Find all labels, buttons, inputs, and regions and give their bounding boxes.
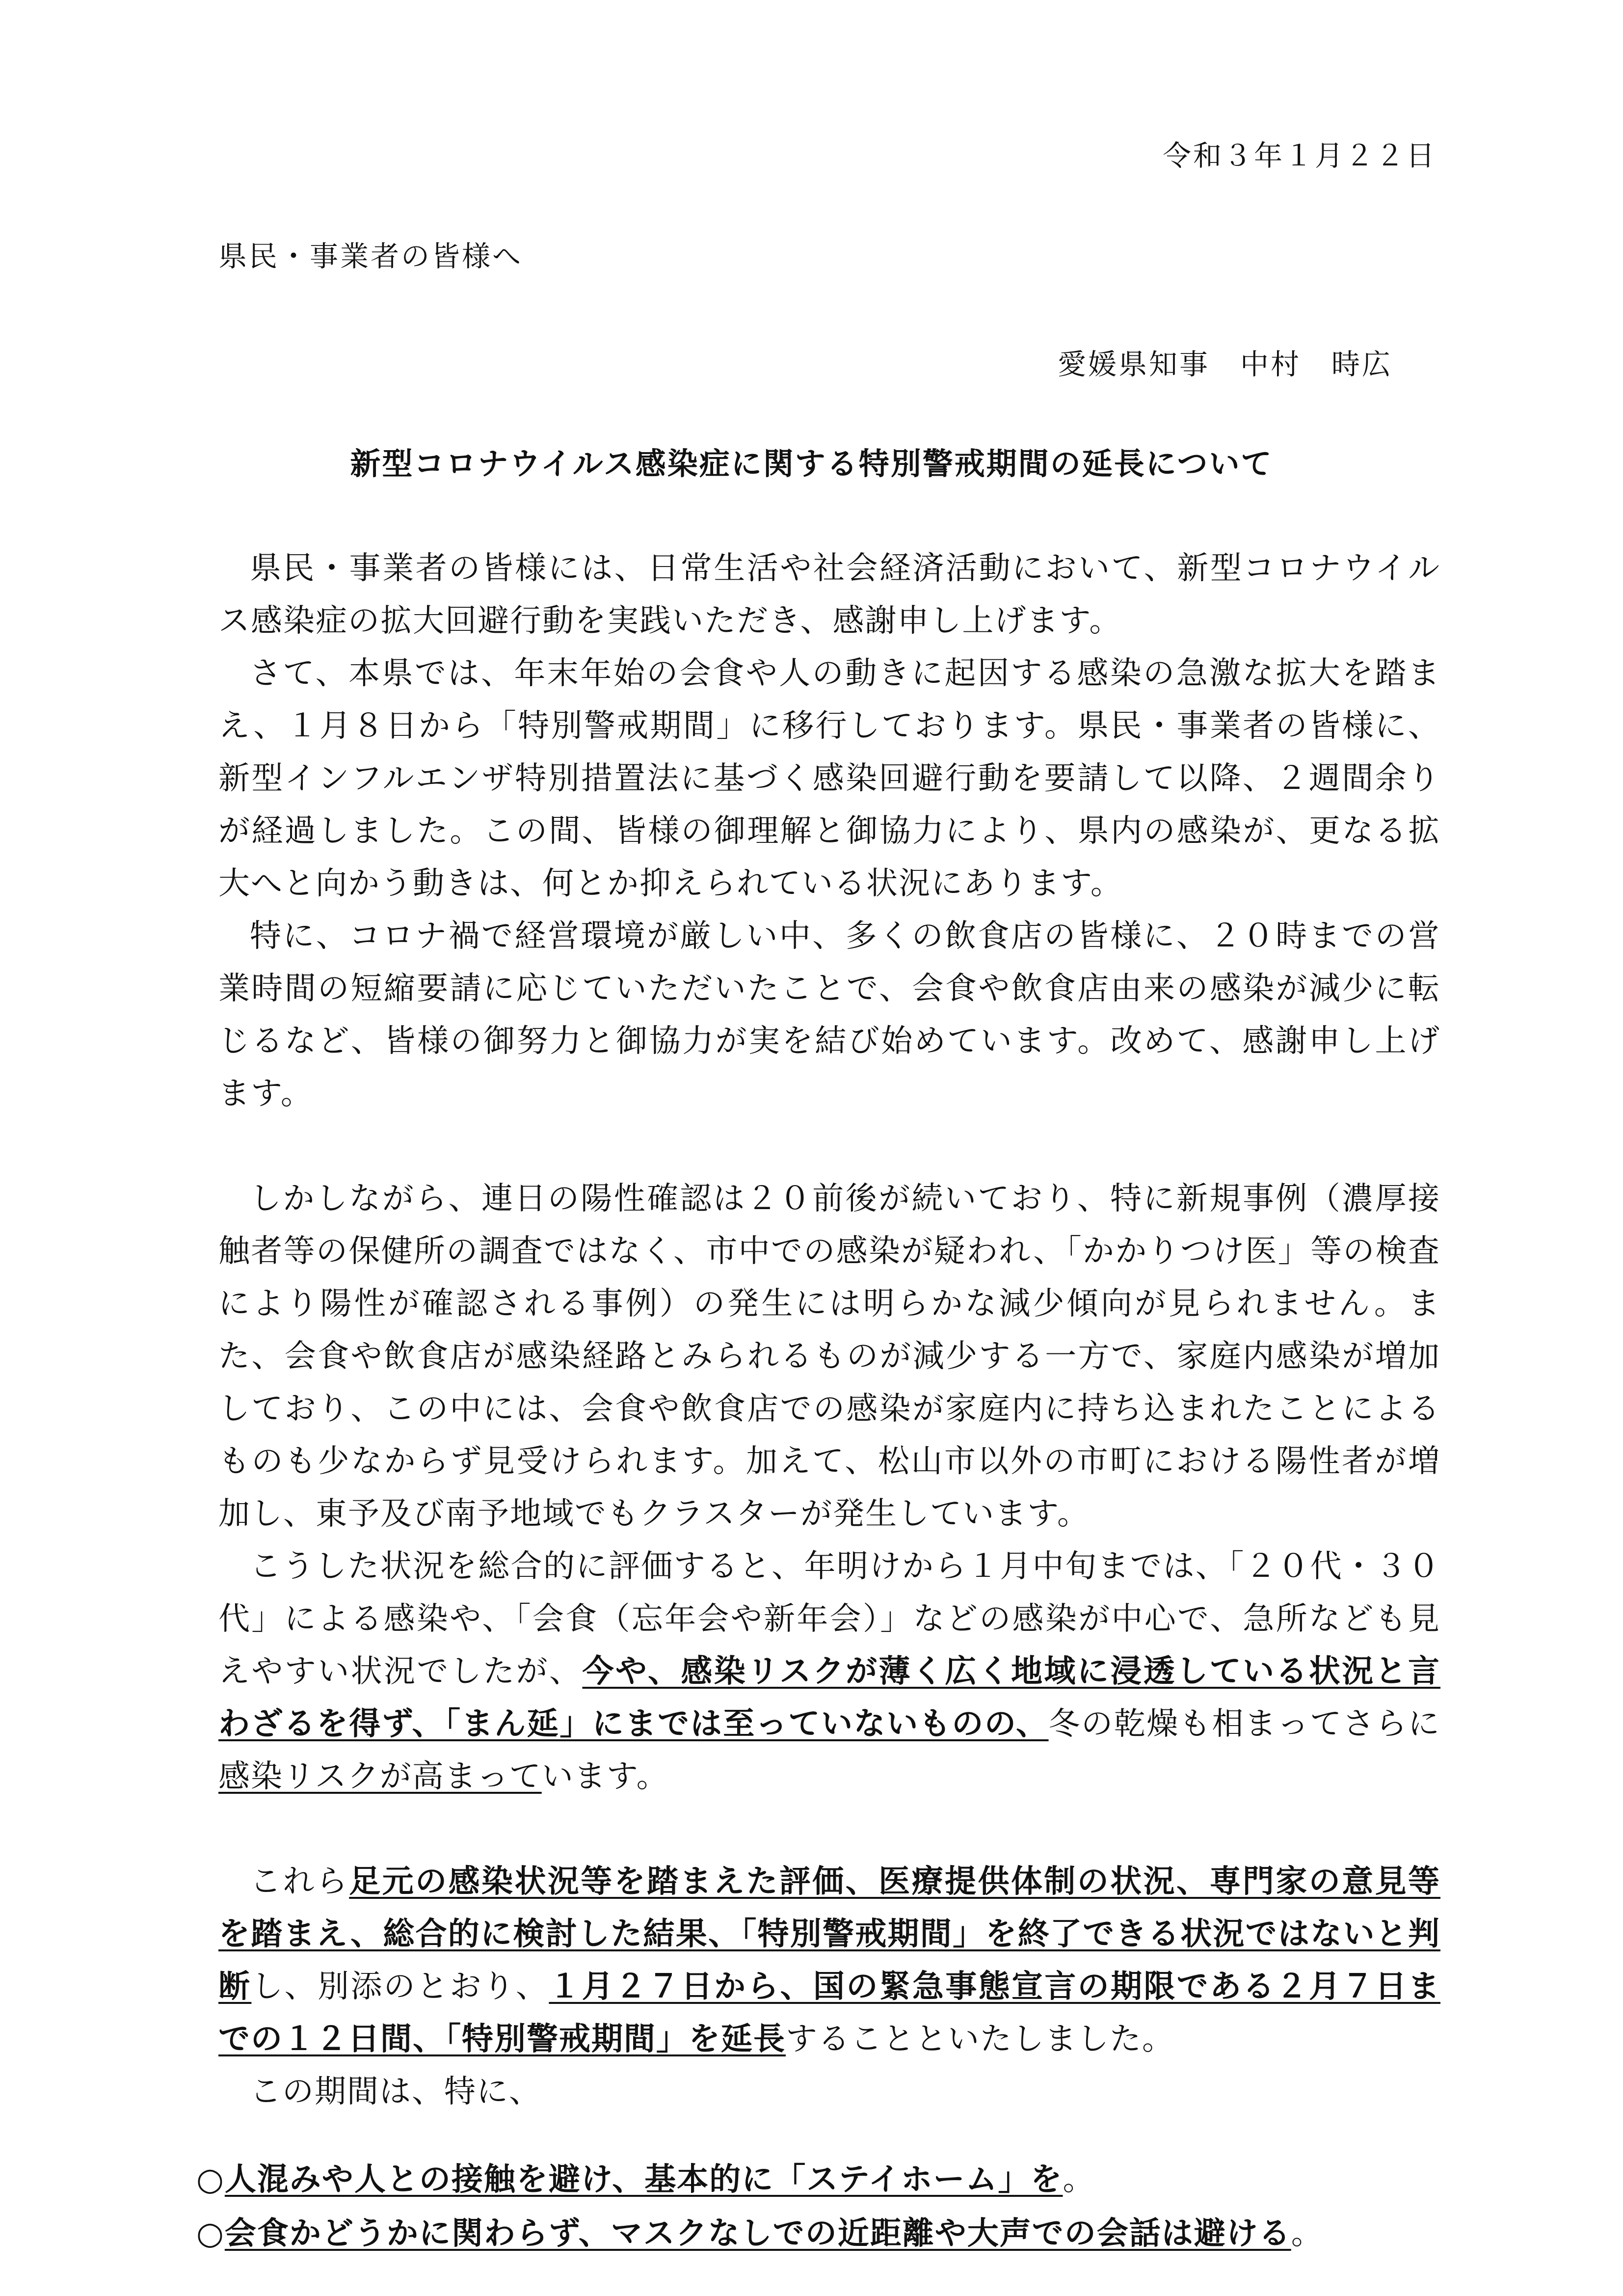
paragraph-5-text-2: 冬の乾燥も相まってさらに [1048,1706,1440,1742]
bullet-text: 人混みや人との接触を避け、基本的に「ステイホーム」を [224,2161,1063,2198]
sender-signature: 愛媛県知事 中村 時広 [1057,348,1392,381]
paragraph-7: この期間は、特に、 [250,2074,541,2110]
bullet-item [196,2153,1472,2207]
paragraph-6-text-3: することといたしました。 [786,2021,1174,2057]
addressee-line: 県民・事業者の皆様へ [218,240,523,273]
bullet-tail: 。 [1291,2215,1324,2252]
document-body [218,542,1440,2118]
paragraph-1: 県民・事業者の皆様には、日常生活や社会経済活動において、新型コロナウイルス感染症の拡大回避行動を実践いただき、感謝申し上げます。 [218,550,1440,639]
paragraph-5-text-1: こうした状況を総合的に評価すると、年明けから１月中旬までは、「２０代・３０代」による感染や、「会食（忘年会や新年会）」などの感染が中心で、急所なども見えやすい状況でしたが、 [218,1548,1440,1690]
paragraph-3: 特に、コロナ禍で経営環境が厳しい中、多くの飲食店の皆様に、２０時までの営業時間の短縮要請に応じていただいたことで、会食や飲食店由来の感染が減少に転じるなど、皆様の御努力と御協力が実を結び始めています。改めて、感謝申し上げます。 [218,918,1440,1112]
bullet-item [196,2207,1472,2261]
paragraph-6-text-2: し、別添のとおり、 [251,1969,549,2005]
circle-bullet-icon: ○ [196,2215,225,2252]
document-title: 新型コロナウイルス感染症に関する特別警戒期間の延長について [350,446,1273,482]
paragraph-6 [218,1856,1440,2066]
bullet-tail: 。 [1063,2161,1095,2198]
paragraph-4: しかしながら、連日の陽性確認は２０前後が続いており、特に新規事例（濃厚接触者等の保健所の調査ではなく、市中での感染が疑われ、「かかりつけ医」等の検査により陽性が確認される事例）の発生には明らかな減少傾向が見られません。また、会食や飲食店が感染経路とみられるものが減少する一方で、家庭内感染が増加しており、この中には、会食や飲食店での感染が家庭内に持ち込まれたことによるものも少なからず見受けられます。加えて、松山市以外の市町における陽性者が増加し、東予及び南予地域でもクラスターが発生しています。 [218,1181,1440,1532]
paragraph-6-emphasis-2: １月２７日から、国の緊急事態宣言の期限である２月７日までの１２日間、「特別警戒期間」を延長 [218,1969,1441,2057]
paragraph-6-emphasis-1: 足元の感染状況等を踏まえた評価、医療提供体制の状況、専門家の意見等を踏まえ、総合的に検討した結果、「特別警戒期間」を終了できる状況ではないと判断 [218,1864,1441,2005]
paragraph-5 [218,1540,1440,1803]
paragraph-5-text-3: います。 [541,1758,669,1795]
document-date: 令和３年１月２２日 [1162,139,1437,172]
paragraph-5-emphasis-1: 今や、感染リスクが薄く広く地域に浸透している状況と言わざるを得ず、「まん延」にまでは至っていないものの、 [218,1653,1441,1742]
circle-bullet-icon: ○ [196,2161,225,2198]
paragraph-5-underline: 感染リスクが高まって [218,1758,542,1795]
bullet-text: 会食かどうかに関わらず、マスクなしでの近距離や大声での会話は避ける [224,2215,1291,2252]
paragraph-6-text-1: これら [250,1864,349,1900]
bullet-list [196,2153,1472,2261]
paragraph-2: さて、本県では、年末年始の会食や人の動きに起因する感染の急激な拡大を踏まえ、１月８日から「特別警戒期間」に移行しております。県民・事業者の皆様に、新型インフルエンザ特別措置法に基づく感染回避行動を要請して以降、２週間余りが経過しました。この間、皆様の御理解と御協力により、県内の感染が、更なる拡大へと向かう動きは、何とか抑えられている状況にあります。 [218,655,1440,902]
